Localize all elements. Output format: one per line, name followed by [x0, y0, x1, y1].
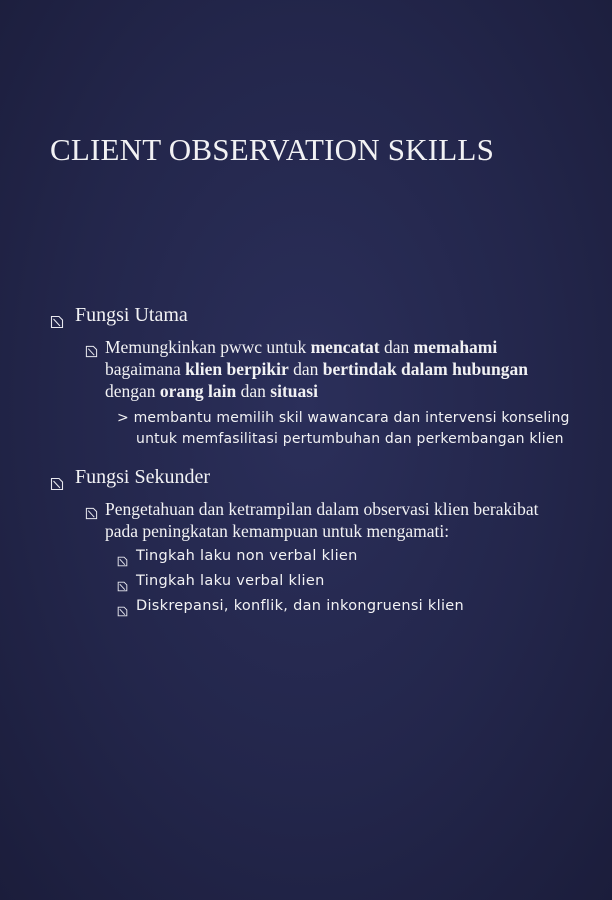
list-item-text: Tingkah laku verbal klien: [136, 573, 325, 589]
text-run: dan: [379, 337, 414, 357]
sub-bullet-fungsi-sekunder: [105, 498, 570, 542]
text-run: Memungkinkan pwwc untuk: [105, 337, 311, 357]
text-run: dan: [288, 359, 323, 379]
text-run-bold: memahami: [413, 337, 498, 357]
sub-bullet-fungsi-utama: [105, 336, 570, 402]
text-run-bold: mencatat: [310, 337, 380, 357]
notched-box-bullet-icon: [50, 472, 64, 498]
list-item: [117, 594, 570, 619]
slide-content: [50, 302, 570, 619]
text-run-bold: klien berpikir: [185, 359, 289, 379]
note-text: > membantu memilih skil wawancara dan intervensi konseling untuk memfasilitasi pertumbuhan dan perkembangan klien: [117, 410, 570, 447]
text-run-bold: bertindak dalam hubungan: [322, 359, 528, 379]
sub-bullet-text: Pengetahuan dan ketrampilan dalam observasi klien berakibat pada peningkatan kemampuan untuk mengamati:: [105, 499, 539, 541]
list-item-text: Diskrepansi, konflik, dan inkongruensi klien: [136, 598, 464, 614]
sub-bullet-text: [105, 337, 528, 401]
notched-box-bullet-icon: [50, 310, 64, 336]
notched-box-bullet-icon: [117, 601, 128, 626]
bullet-fungsi-sekunder: [50, 464, 570, 490]
list-item: [117, 569, 570, 594]
bullet-fungsi-utama: [50, 302, 570, 328]
text-run: bagaimana: [105, 359, 186, 379]
list-item-text: Tingkah laku non verbal klien: [136, 548, 358, 564]
observation-list: [117, 544, 570, 619]
slide-title: CLIENT OBSERVATION SKILLS: [50, 132, 495, 167]
text-run-bold: situasi: [270, 381, 318, 401]
notched-box-bullet-icon: [85, 503, 98, 525]
notched-box-bullet-icon: [85, 341, 98, 363]
list-item: [117, 544, 570, 569]
section-heading: Fungsi Sekunder: [75, 466, 210, 488]
note-text-block: [117, 408, 570, 450]
text-run: dan: [236, 381, 271, 401]
section-heading: Fungsi Utama: [75, 304, 188, 326]
text-run-bold: orang lain: [159, 381, 237, 401]
text-run: dengan: [105, 381, 160, 401]
